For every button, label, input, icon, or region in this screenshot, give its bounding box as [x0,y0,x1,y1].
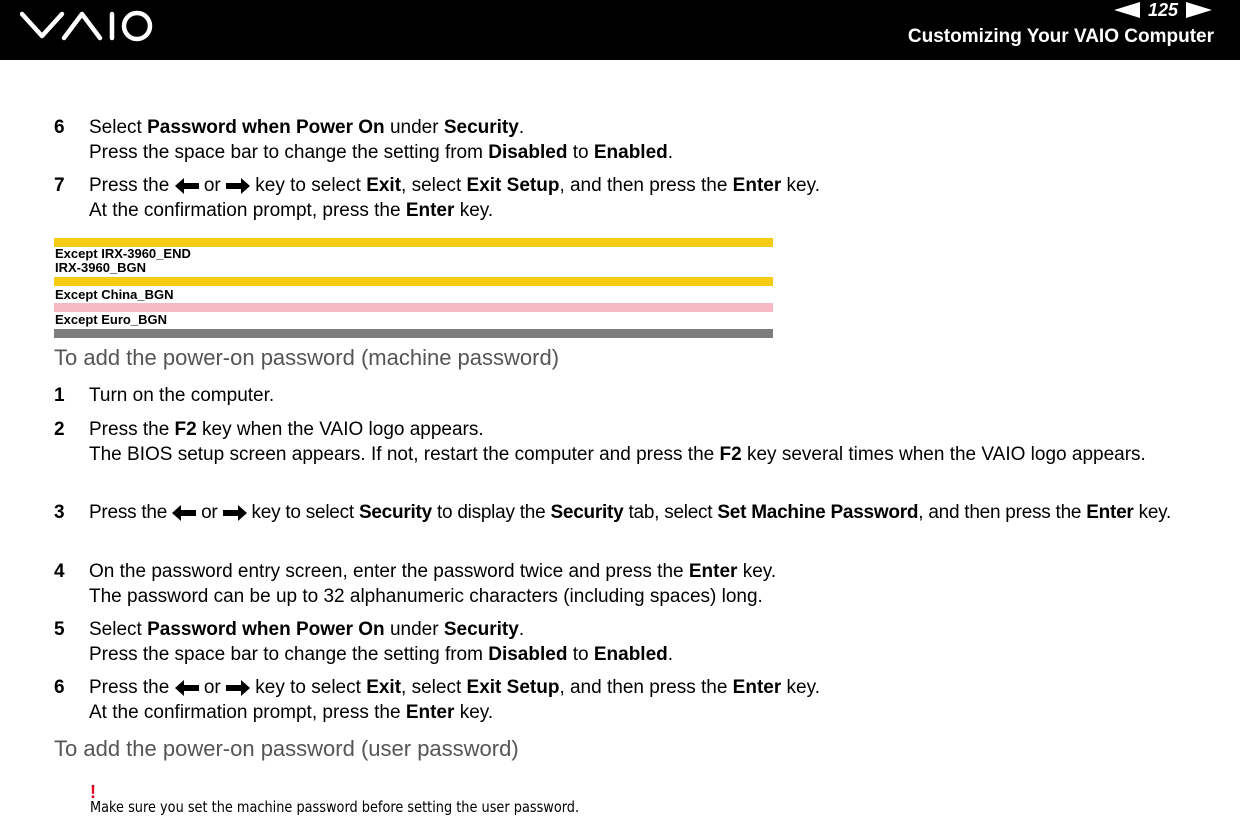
step-number: 1 [54,385,65,406]
page-number: 125 [1147,0,1178,20]
step-5: 5 Select Password when Power On under Security. Press the space bar to change the setting from Disabled to Enabled. [54,619,674,665]
vaio-logo [20,8,156,44]
left-arrow-key-icon [175,178,199,194]
step-number: 5 [54,619,65,640]
page-header [0,0,1240,60]
step-3: 3 Press the or key to select Security to display the Security tab, select Set Machine Password, and then press the Enter key. [54,502,1172,523]
right-arrow-key-icon [223,505,247,521]
left-arrow-key-icon [172,505,196,521]
step-number: 7 [54,175,65,196]
step-4: 4 On the password entry screen, enter the password twice and press the Enter key. The password can be up to 32 alphanumeric characters (including spaces) long. [54,561,777,607]
heading-user-password: To add the power-on password (user password) [54,736,519,761]
note-text: Make sure you set the machine password before setting the user password. [90,798,580,816]
conditional-tag: IRX-3960_BGN [55,260,147,275]
page-navigation [1114,0,1212,20]
section-title: Customizing Your VAIO Computer [907,26,1214,47]
right-triangle-arrow-icon[interactable] [1186,2,1212,18]
conditional-bar-yellow [54,277,773,286]
right-arrow-key-icon [226,178,250,194]
step-1: 1 Turn on the computer. [54,385,275,406]
step-number: 4 [54,561,65,582]
conditional-tag: Except Euro_BGN [55,312,167,327]
left-triangle-arrow-icon[interactable] [1114,2,1140,18]
step-7-top: 7 Press the or key to select Exit, select Exit Setup, and then press the Enter key. At the confirmation prompt, press the Enter key. [54,175,820,221]
conditional-tag: Except IRX-3960_END [55,246,191,261]
step-number: 6 [54,117,65,138]
step-6: 6 Press the or key to select Exit, select Exit Setup, and then press the Enter key. At the confirmation prompt, press the Enter key. [54,677,820,723]
step-6-top: 6 Select Password when Power On under Security. Press the space bar to change the setting from Disabled to Enabled. [54,117,674,163]
heading-machine-password: To add the power-on password (machine password) [54,345,560,370]
step-2: 2 Press the F2 key when the VAIO logo appears. The BIOS setup screen appears. If not, restart the computer and press the F2 key several times when the VAIO logo appears. [54,419,1146,465]
conditional-bar-gray [54,329,773,338]
step-number: 6 [54,677,65,698]
conditional-tag: Except China_BGN [55,287,174,302]
step-number: 2 [54,419,65,440]
warning-icon: ! [90,782,96,802]
step-number: 3 [54,502,65,523]
conditional-bar-pink [54,303,773,312]
left-arrow-key-icon [175,680,199,696]
right-arrow-key-icon [226,680,250,696]
